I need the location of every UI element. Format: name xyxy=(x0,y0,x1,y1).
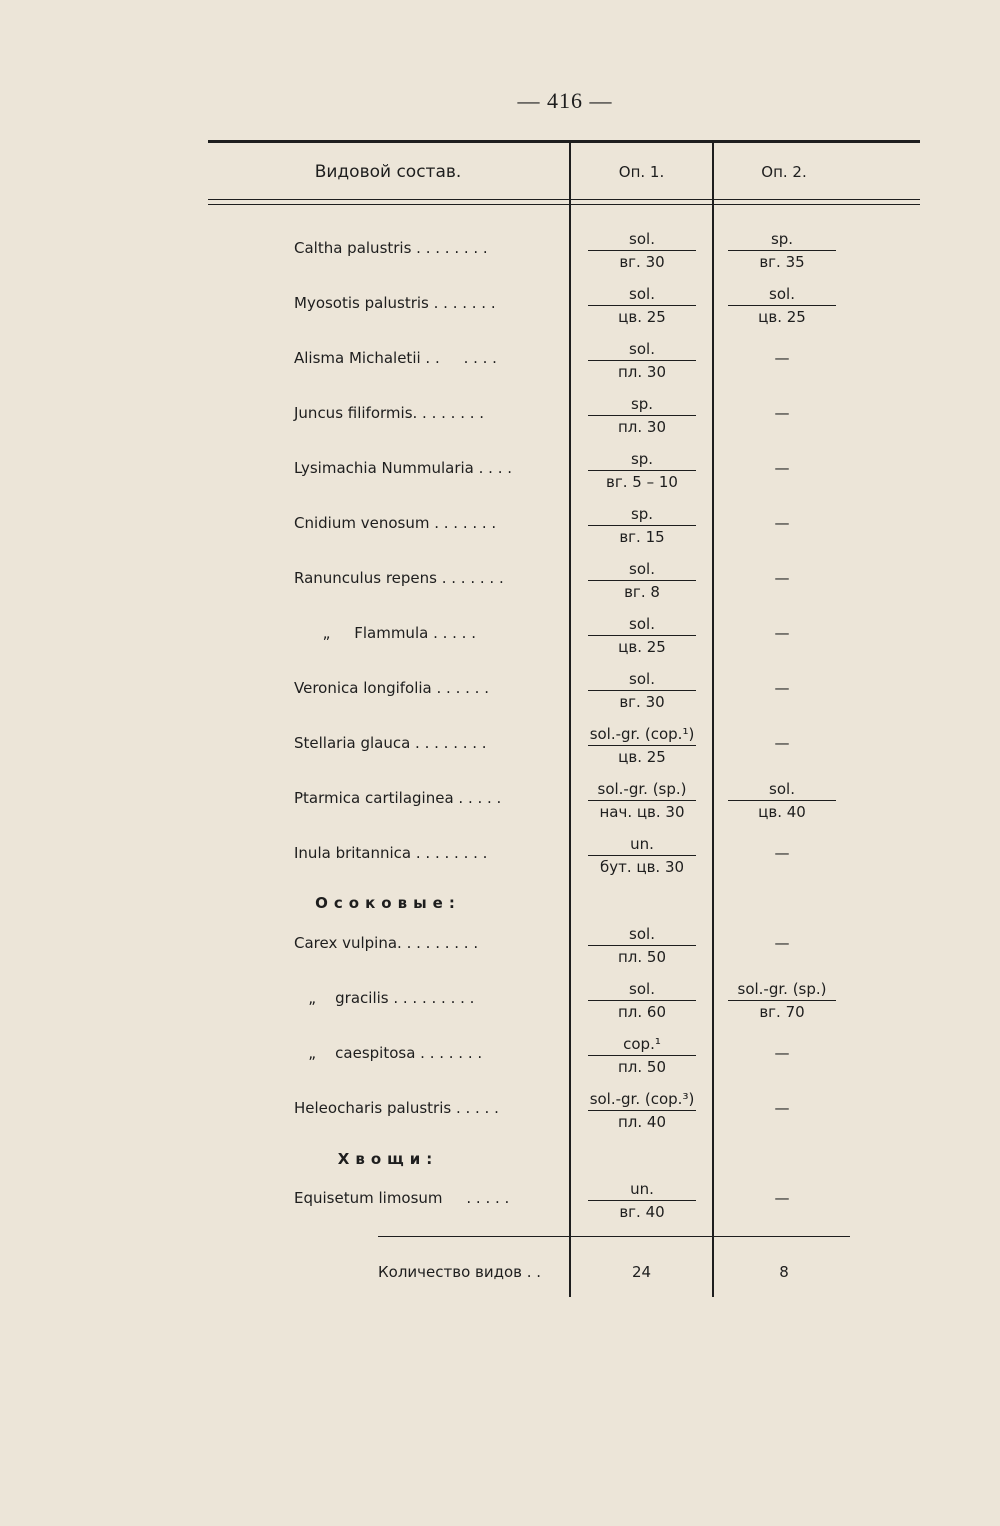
op2-absent-dash: — xyxy=(774,459,790,477)
species-name: „ gracilis . . . . . . . . . xyxy=(294,989,475,1007)
header-op1: Оп. 1. xyxy=(618,163,665,181)
species-name: Equisetum limosum . . . . . xyxy=(294,1189,510,1207)
op1-value xyxy=(588,833,696,878)
totals-op1: 24 xyxy=(631,1263,652,1281)
species-name: Veronica longifolia . . . . . . xyxy=(294,679,489,697)
op2-absent-dash: — xyxy=(774,624,790,642)
species-name: Alisma Michaletii . . . . . . xyxy=(294,349,497,367)
op1-value xyxy=(588,723,696,768)
op1-value xyxy=(588,1178,696,1223)
species-name: Heleocharis palustris . . . . . xyxy=(294,1099,499,1117)
op1-value xyxy=(588,923,696,968)
op2-absent-dash: — xyxy=(774,1189,790,1207)
op1-phase-height: пл. 60 xyxy=(617,1003,667,1021)
op2-absent-dash: — xyxy=(774,844,790,862)
op2-abundance: sp. xyxy=(770,230,794,248)
op2-abundance: sol. xyxy=(769,780,795,798)
species-name: Carex vulpina. . . . . . . . . xyxy=(294,934,479,952)
species-name: „ Flammula . . . . . xyxy=(294,624,476,642)
op2-phase-height: вг. 70 xyxy=(759,1003,805,1021)
totals-label: Количество видов . . xyxy=(378,1263,542,1281)
species-name: Lysimachia Nummularia . . . . xyxy=(294,459,513,477)
column-divider-2 xyxy=(712,142,714,1297)
op1-abundance: sol.-gr. (cop.¹) xyxy=(589,725,695,743)
op1-value xyxy=(588,613,696,658)
op1-phase-height: вг. 40 xyxy=(619,1203,665,1221)
op1-value xyxy=(588,338,696,383)
op1-phase-height: бут. цв. 30 xyxy=(599,858,685,876)
species-name: Stellaria glauca . . . . . . . . xyxy=(294,734,487,752)
op1-abundance: sol. xyxy=(629,560,655,578)
op1-phase-height: пл. 30 xyxy=(617,363,667,381)
op1-value xyxy=(588,503,696,548)
op1-phase-height: цв. 25 xyxy=(618,748,666,766)
page-number: — 416 — xyxy=(517,88,613,113)
op2-phase-height: цв. 40 xyxy=(758,803,806,821)
op1-phase-height: нач. цв. 30 xyxy=(599,803,685,821)
op1-abundance: sp. xyxy=(630,395,654,413)
op1-abundance: sol. xyxy=(629,670,655,688)
op1-abundance: un. xyxy=(630,835,654,853)
header-rule-2 xyxy=(208,204,920,205)
section-horsetails: Хвощи: xyxy=(337,1150,439,1168)
op2-absent-dash: — xyxy=(774,404,790,422)
op1-abundance: sp. xyxy=(630,505,654,523)
op1-value xyxy=(588,448,696,493)
op2-value xyxy=(728,228,836,273)
op2-absent-dash: — xyxy=(774,934,790,952)
op1-value xyxy=(588,393,696,438)
op1-value xyxy=(588,668,696,713)
op2-value xyxy=(728,778,836,823)
op1-value xyxy=(588,978,696,1023)
op1-value xyxy=(588,228,696,273)
op2-phase-height: цв. 25 xyxy=(758,308,806,326)
op2-absent-dash: — xyxy=(774,514,790,532)
op1-abundance: un. xyxy=(630,1180,654,1198)
op1-abundance: sp. xyxy=(630,450,654,468)
species-name: Cnidium venosum . . . . . . . xyxy=(294,514,497,532)
op1-phase-height: пл. 50 xyxy=(617,1058,667,1076)
op2-absent-dash: — xyxy=(774,569,790,587)
op2-absent-dash: — xyxy=(774,679,790,697)
op2-value xyxy=(728,978,836,1023)
species-name: „ caespitosa . . . . . . . xyxy=(294,1044,483,1062)
op1-abundance: sol. xyxy=(629,980,655,998)
op1-abundance: sol. xyxy=(629,340,655,358)
op2-value xyxy=(728,283,836,328)
op1-value xyxy=(588,1088,696,1133)
op2-absent-dash: — xyxy=(774,1044,790,1062)
species-name: Ptarmica cartilaginea . . . . . xyxy=(294,789,502,807)
column-divider-1 xyxy=(569,142,571,1297)
op2-abundance: sol.-gr. (sp.) xyxy=(737,980,827,998)
header-species: Видовой состав. xyxy=(314,162,462,182)
op1-phase-height: вг. 5 – 10 xyxy=(606,473,678,491)
op2-phase-height: вг. 35 xyxy=(759,253,805,271)
op1-value xyxy=(588,1033,696,1078)
totals-op2: 8 xyxy=(779,1263,789,1281)
op1-value xyxy=(588,283,696,328)
species-name: Inula britannica . . . . . . . . xyxy=(294,844,488,862)
op1-phase-height: вг. 8 xyxy=(624,583,660,601)
header-rule-1 xyxy=(208,199,920,200)
op1-phase-height: пл. 30 xyxy=(617,418,667,436)
op2-abundance: sol. xyxy=(769,285,795,303)
totals-rule xyxy=(378,1236,850,1237)
species-name: Caltha palustris . . . . . . . . xyxy=(294,239,488,257)
op1-abundance: sol. xyxy=(629,285,655,303)
op1-abundance: sol. xyxy=(629,615,655,633)
section-sedges: Осоковые: xyxy=(315,894,461,912)
op2-absent-dash: — xyxy=(774,734,790,752)
op1-abundance: sol.-gr. (cop.³) xyxy=(589,1090,695,1108)
op1-value xyxy=(588,778,696,823)
species-name: Ranunculus repens . . . . . . . xyxy=(294,569,504,587)
op1-phase-height: цв. 25 xyxy=(618,638,666,656)
header-op2: Оп. 2. xyxy=(761,163,807,181)
op1-abundance: cop.¹ xyxy=(623,1035,661,1053)
op1-abundance: sol. xyxy=(629,230,655,248)
op1-phase-height: вг. 15 xyxy=(619,528,665,546)
op1-phase-height: цв. 25 xyxy=(618,308,666,326)
op1-phase-height: вг. 30 xyxy=(619,253,665,271)
op1-value xyxy=(588,558,696,603)
op1-abundance: sol.-gr. (sp.) xyxy=(597,780,687,798)
op2-absent-dash: — xyxy=(774,1099,790,1117)
species-name: Juncus filiformis. . . . . . . . xyxy=(294,404,485,422)
op1-phase-height: пл. 50 xyxy=(617,948,667,966)
op1-phase-height: пл. 40 xyxy=(617,1113,667,1131)
top-rule xyxy=(208,140,920,143)
op1-phase-height: вг. 30 xyxy=(619,693,665,711)
op2-absent-dash: — xyxy=(774,349,790,367)
species-name: Myosotis palustris . . . . . . . xyxy=(294,294,496,312)
op1-abundance: sol. xyxy=(629,925,655,943)
